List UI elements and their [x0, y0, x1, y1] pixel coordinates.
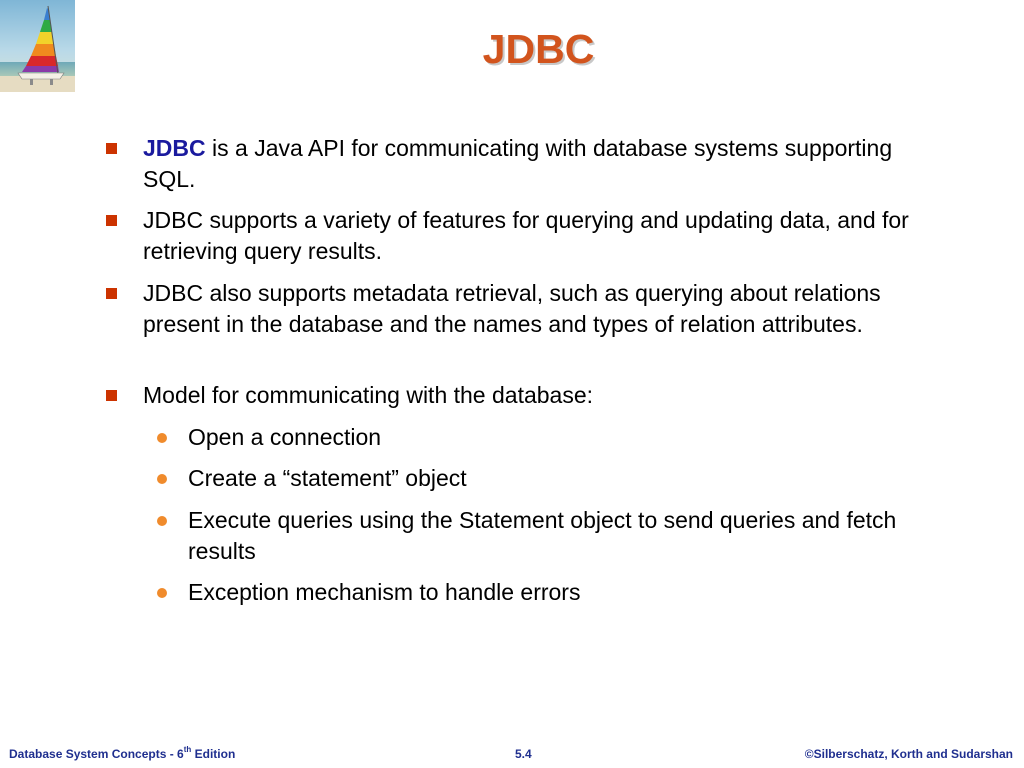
round-bullet-icon: [157, 516, 167, 526]
square-bullet-icon: [106, 390, 117, 401]
footer-edition-label: Edition: [191, 747, 236, 761]
footer-book-title: Database System Concepts - 6: [9, 747, 184, 761]
square-bullet-icon: [106, 143, 117, 154]
sub-bullet-item: [188, 577, 978, 608]
sub-bullet-text: Exception mechanism to handle errors: [188, 579, 581, 605]
square-bullet-icon: [106, 215, 117, 226]
sub-bullet-text: Execute queries using the Statement object to send queries and fetch results: [188, 507, 897, 564]
bullet-item: [143, 133, 903, 195]
bullet-text-rest: is a Java API for communicating with database systems supporting SQL.: [143, 135, 893, 192]
round-bullet-icon: [157, 474, 167, 484]
bullet-text: Model for communicating with the database:: [143, 382, 594, 408]
footer-copyright: ©Silberschatz, Korth and Sudarshan: [804, 747, 1013, 761]
square-bullet-icon: [106, 288, 117, 299]
round-bullet-icon: [157, 588, 167, 598]
sub-bullet-item: [188, 422, 978, 453]
sub-bullet-text: Create a “statement” object: [188, 465, 467, 491]
bullet-text: [143, 133, 903, 195]
sub-bullet-item: [188, 505, 928, 567]
round-bullet-icon: [157, 433, 167, 443]
sub-bullet-item: [188, 463, 978, 494]
footer-page-number: 5.4: [515, 747, 532, 761]
bullet-item: [143, 380, 983, 411]
bullet-item: [143, 205, 983, 267]
bullet-item: [143, 278, 943, 340]
bullet-text: JDBC also supports metadata retrieval, such as querying about relations present in the database and the names and types of relation attributes.: [143, 280, 881, 337]
bullet-text: JDBC supports a variety of features for querying and updating data, and for retrieving query results.: [143, 207, 909, 264]
slide-title: JDBC: [482, 26, 595, 72]
footer-edition-superscript: th: [183, 745, 192, 754]
jdbc-keyword: JDBC: [143, 135, 206, 161]
footer-left: [9, 746, 235, 762]
sub-bullet-text: Open a connection: [188, 424, 382, 450]
